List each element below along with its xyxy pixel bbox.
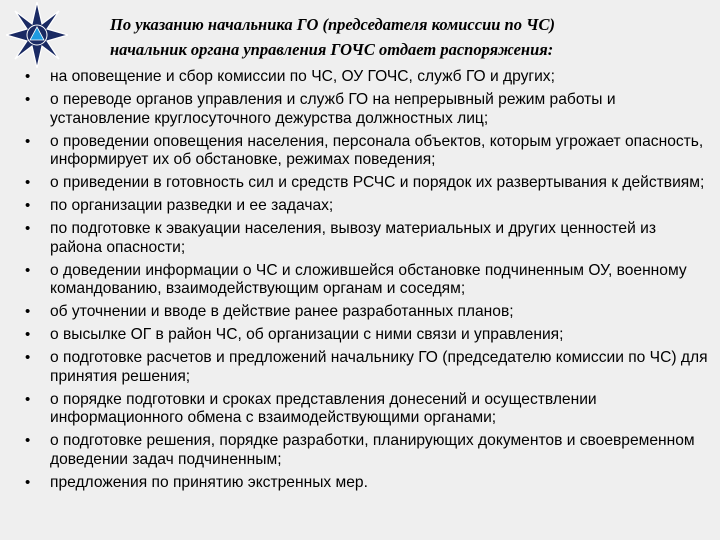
- bullet-icon: •: [25, 132, 31, 150]
- bullet-icon: •: [25, 349, 31, 367]
- bullet-icon: •: [25, 326, 31, 344]
- page-title: [110, 12, 700, 62]
- list-item: • об уточнении и вводе в действие ранее разработанных планов;: [25, 303, 514, 321]
- title-line-1: По указанию начальника ГО (председателя комиссии по ЧС): [110, 15, 555, 34]
- list-item: • по подготовке к эвакуации населения, вывозу материальных и других ценностей из района опасности;: [25, 220, 656, 256]
- list-item: • о приведении в готовность сил и средств РСЧС и порядок их развертывания к действиям;: [25, 174, 705, 192]
- orders-list: [22, 68, 712, 497]
- bullet-icon: •: [25, 432, 31, 450]
- list-item: • предложения по принятию экстренных мер.: [25, 473, 368, 491]
- list-item: • на оповещение и сбор комиссии по ЧС, ОУ ГОЧС, служб ГО и других;: [25, 68, 555, 85]
- bullet-icon: •: [25, 261, 31, 279]
- civil-defense-emblem-icon: [6, 2, 68, 68]
- bullet-icon: •: [25, 90, 31, 108]
- list-item: • о высылке ОГ в район ЧС, об организации с ними связи и управления;: [25, 326, 564, 344]
- bullet-icon: •: [25, 390, 31, 408]
- bullet-icon: •: [25, 197, 31, 215]
- list-item: • о подготовке решения, порядке разработки, планирующих документов и своевременном доведении задач подчиненным;: [25, 432, 695, 468]
- list-item: • о подготовке расчетов и предложений начальнику ГО (председателю комиссии по ЧС) для принятия решения;: [25, 349, 708, 385]
- list-item: • о переводе органов управления и служб ГО на непрерывный режим работы и установление круглосуточного дежурства должностных лиц;: [25, 90, 616, 127]
- title-line-2: начальник органа управления ГОЧС отдает распоряжения:: [110, 40, 554, 59]
- bullet-icon: •: [25, 220, 31, 238]
- bullet-icon: •: [25, 174, 31, 192]
- list-item: • о проведении оповещения населения, персонала объектов, которым угрожает опасность, информирует их об обстановке, режимах поведения;: [25, 132, 704, 169]
- list-item: • о порядке подготовки и сроках представления донесений и осуществлении информационного обмена с взаимодействующими органами;: [25, 390, 597, 427]
- bullet-icon: •: [25, 473, 31, 491]
- bullet-icon: •: [25, 303, 31, 321]
- bullet-icon: •: [25, 68, 31, 85]
- list-item: • о доведении информации о ЧС и сложившейся обстановке подчиненным ОУ, военному командованию, взаимодействующим органам и соседям;: [25, 261, 687, 298]
- list-item: • по организации разведки и ее задачах;: [25, 197, 334, 215]
